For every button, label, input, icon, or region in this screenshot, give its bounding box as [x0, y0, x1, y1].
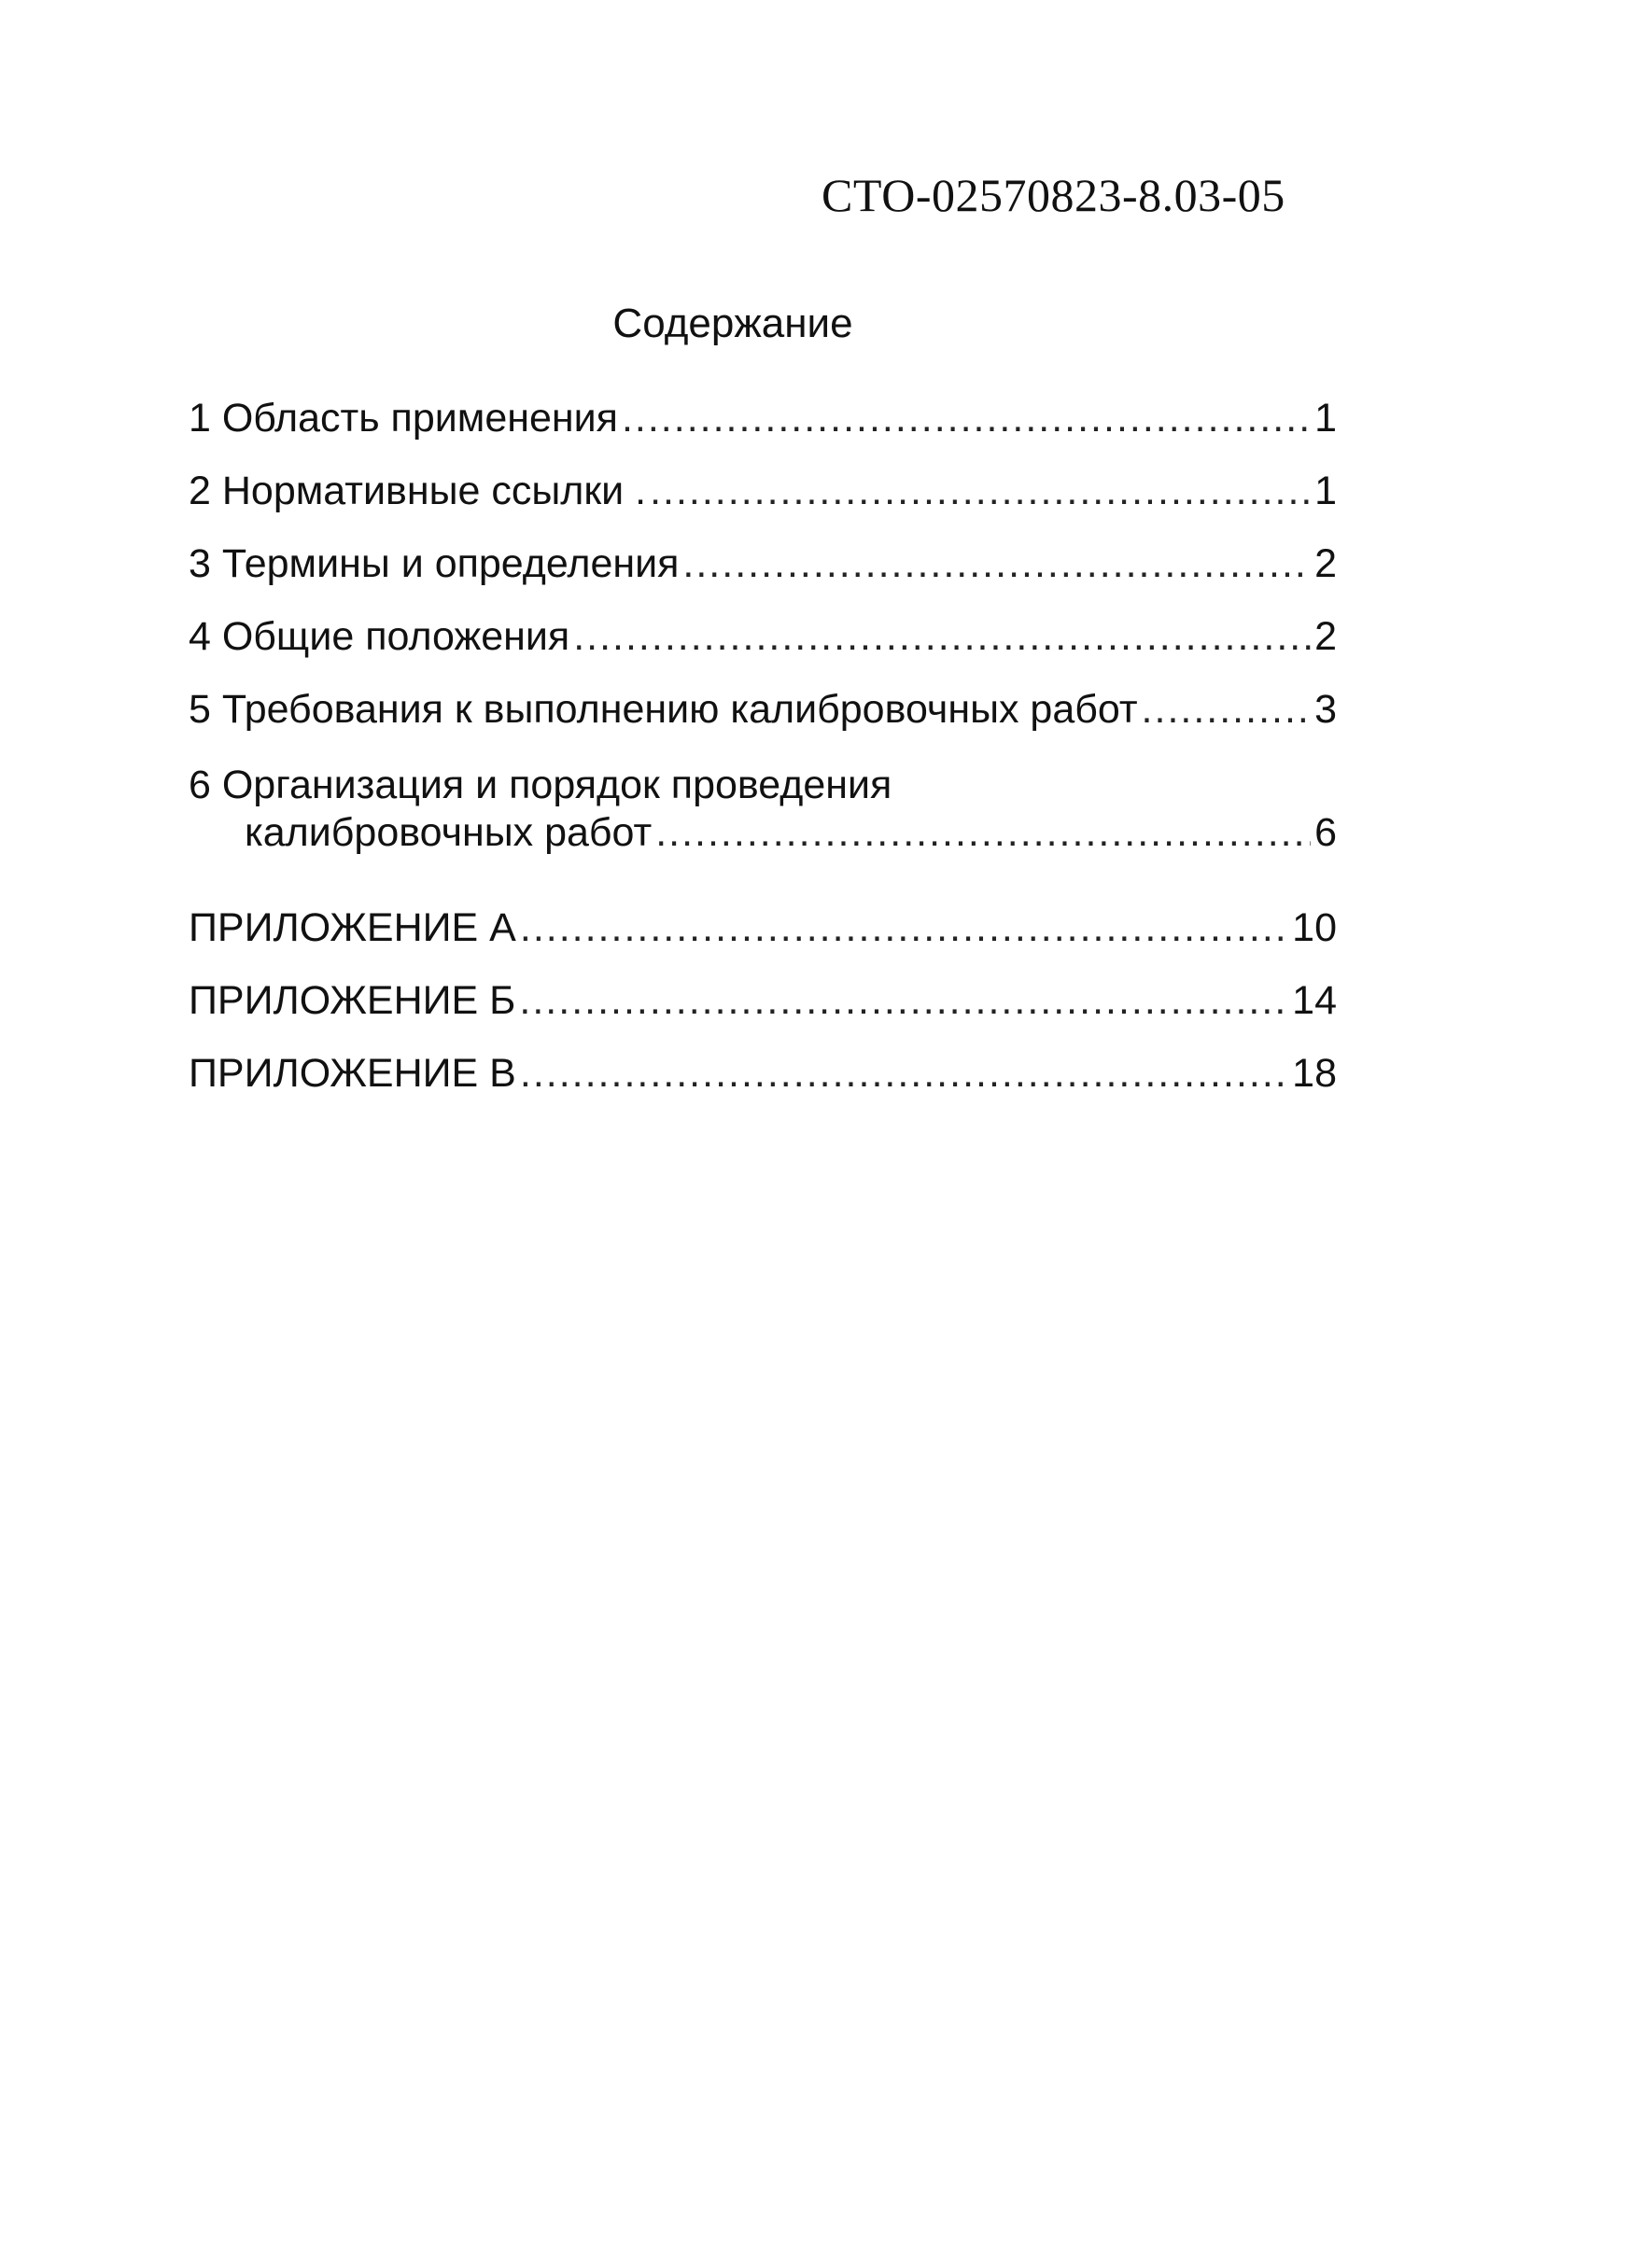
document-code: СТО-02570823-8.03-05 — [822, 169, 1285, 221]
toc-heading: Содержание — [612, 301, 853, 346]
toc-entry-page: 18 — [1292, 1051, 1337, 1096]
toc-entry-title: 2 Нормативные ссылки . — [189, 469, 647, 513]
dot-leader — [650, 469, 1311, 514]
toc-entry-normative-references[interactable] — [189, 469, 1337, 541]
toc-entry-title: 4 Общие положения — [189, 614, 570, 659]
toc-entry-page: 1 — [1314, 469, 1337, 513]
dot-leader — [520, 1051, 1288, 1097]
dot-leader — [573, 614, 1311, 660]
toc-entry-title: ПРИЛОЖЕНИЕ А — [189, 905, 516, 950]
toc-entry-title: 5 Требования к выполнению калибровочных работ — [189, 687, 1138, 732]
toc-entry-appendix-b[interactable] — [189, 978, 1337, 1051]
toc-entry-page: 1 — [1314, 396, 1337, 441]
toc-entry-last-line — [189, 810, 1337, 856]
toc-entry-scope[interactable] — [189, 396, 1337, 469]
toc-entry-requirements[interactable] — [189, 687, 1337, 760]
toc-entry-page: 2 — [1314, 614, 1337, 659]
toc-entry-page: 6 — [1314, 810, 1337, 855]
toc-entry-appendix-v[interactable] — [189, 1051, 1337, 1124]
dot-leader — [682, 541, 1311, 587]
toc-entry-page: 10 — [1292, 905, 1337, 950]
toc-entry-title: ПРИЛОЖЕНИЕ Б — [189, 978, 516, 1023]
toc-entry-page: 14 — [1292, 978, 1337, 1023]
toc-entry-general-provisions[interactable] — [189, 614, 1337, 687]
toc-entry-organization[interactable] — [189, 760, 1337, 905]
dot-leader — [622, 396, 1311, 441]
toc-entry-title: ПРИЛОЖЕНИЕ В — [189, 1051, 516, 1096]
toc-entry-terms[interactable] — [189, 541, 1337, 614]
toc-entry-title: 1 Область применения — [189, 396, 618, 441]
toc-entry-title-line1: 6 Организация и порядок проведения — [189, 763, 892, 807]
toc-entry-appendix-a[interactable] — [189, 905, 1337, 978]
toc-entry-page: 2 — [1314, 541, 1337, 586]
toc-entry-page: 3 — [1314, 687, 1337, 732]
dot-leader — [1142, 687, 1312, 733]
dot-leader — [519, 978, 1288, 1024]
toc-entry-title-line2: калибровочных работ — [245, 810, 653, 855]
dot-leader — [520, 905, 1288, 951]
table-of-contents — [189, 396, 1337, 1124]
dot-leader — [655, 810, 1311, 856]
toc-entry-title: 3 Термины и определения — [189, 541, 680, 586]
